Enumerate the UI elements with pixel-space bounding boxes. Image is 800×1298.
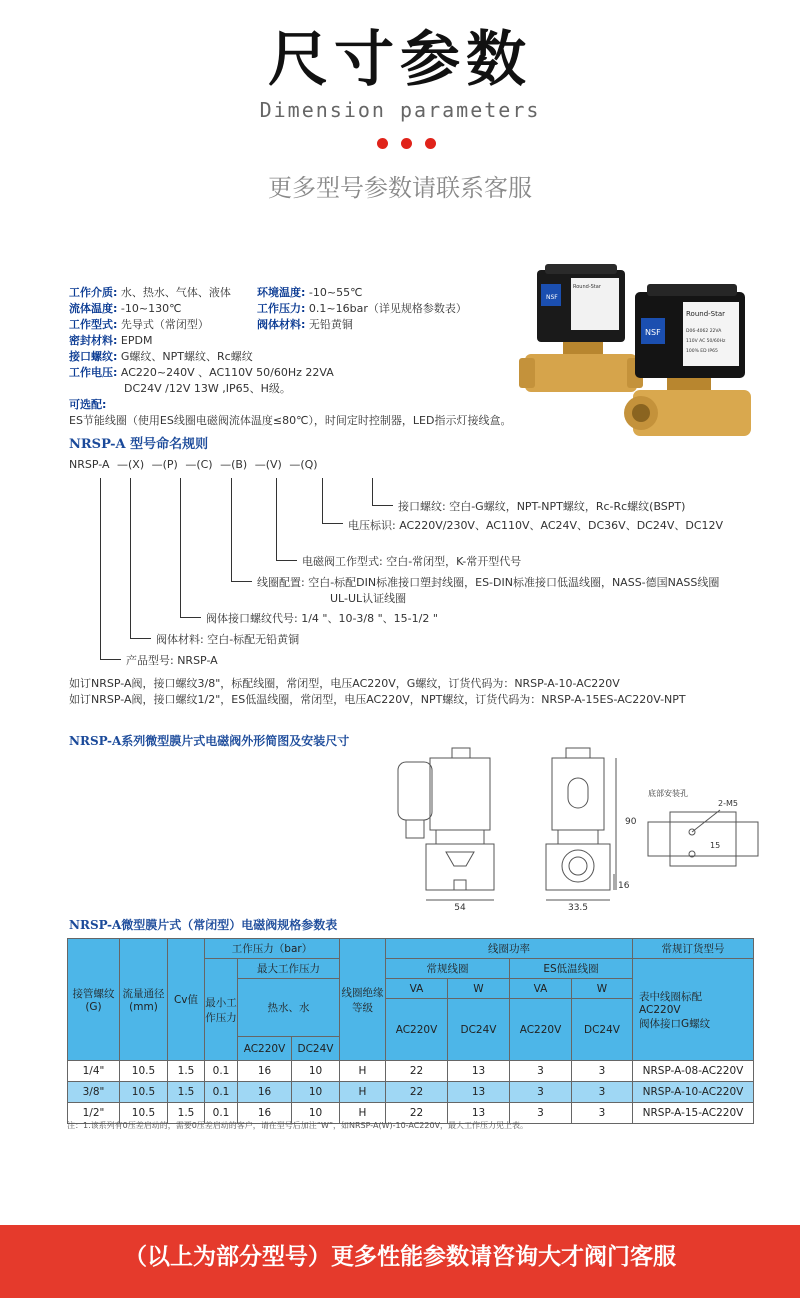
header-normal-coil: 常规线圈: [386, 959, 510, 979]
naming-item: 接口螺纹: 空白-G螺纹，NPT-NPT螺纹，Rc-Rc螺纹(BSPT): [398, 500, 686, 513]
page-title: 尺寸参数: [268, 25, 532, 95]
contact-subtitle: 更多型号参数请联系客服: [268, 174, 532, 202]
header-power-dc: DC24V: [448, 999, 510, 1061]
header-va: VA: [510, 979, 572, 999]
spec-right: [257, 285, 467, 333]
header-cv: Cv值: [168, 939, 205, 1061]
spec-row: 工作介质: 水、热水、气体、液体: [69, 286, 231, 299]
header-ac: AC220V: [238, 1037, 292, 1061]
bottom-view: [648, 810, 758, 866]
naming-connector: [231, 478, 252, 582]
spec-row: DC24V /12V 13W ,IP65、H级。: [124, 382, 291, 395]
big-label-spec: 110V AC 50/60Hz: [686, 339, 726, 344]
header-media: 热水、水: [238, 979, 340, 1037]
product-photo: [515, 262, 775, 442]
naming-connector: [372, 478, 393, 506]
header-power-ac: AC220V: [386, 999, 448, 1061]
small-label-brand: NSF: [546, 294, 558, 301]
naming-title: NRSP-A 型号命名规则: [69, 437, 209, 452]
header-power-ac: AC220V: [510, 999, 572, 1061]
naming-item: 阀体接口螺纹代号: 1/4 "、10-3/8 "、15-1/2 ": [206, 612, 438, 625]
table-title: NRSP-A微型膜片式（常闭型）电磁阀规格参数表: [69, 918, 338, 932]
header-min-pressure: 最小工作压力: [205, 959, 238, 1061]
dim-hole-thread: 2-M5: [718, 799, 738, 808]
naming-item: 产品型号: NRSP-A: [126, 654, 218, 667]
header-order: 常规订货型号: [633, 939, 754, 959]
spec-row: 工作型式: 先导式（常闭型）: [69, 318, 209, 331]
front-view: [546, 748, 616, 900]
big-valve-illustration: [624, 284, 751, 436]
dimension-drawing: [380, 740, 780, 915]
side-view: [398, 748, 494, 900]
table-note: 注：1.该系列有0压差启动的，需要0压差启动的客户，请在型号后加注“W”，如NRSP-A(W)-10-AC220V，最大工作压力见上表。: [67, 1121, 529, 1130]
optional-label: 可选配:: [69, 398, 107, 411]
dim-width-side: 54: [454, 903, 466, 913]
spec-table: [67, 938, 754, 1124]
header-va: VA: [386, 979, 448, 999]
drawing-title: NRSP-A系列微型膜片式电磁阀外形简图及安装尺寸: [69, 734, 350, 748]
page-subtitle-en: Dimension parameters: [259, 98, 541, 122]
header-pressure: 工作压力（bar）: [205, 939, 340, 959]
header-w: W: [448, 979, 510, 999]
spec-row: 密封材料: EPDM: [69, 334, 153, 347]
dim-width-front: 33.5: [567, 903, 589, 913]
footer-text: （以上为部分型号）更多性能参数请咨询大才阀门客服: [124, 1244, 676, 1270]
header-order-note: 表中线圈标配 AC220V 阀体接口G螺纹: [633, 959, 754, 1061]
red-dot-icon: [425, 138, 436, 149]
header-max-pressure: 最大工作压力: [238, 959, 340, 979]
naming-item: 电压标识: AC220V/230V、AC110V、AC24V、DC36V、DC24V、DC12V: [348, 519, 724, 532]
header-w: W: [572, 979, 633, 999]
naming-connector: [180, 478, 201, 618]
naming-item: 阀体材料: 空白-标配无铅黄铜: [156, 633, 300, 646]
table-row: 1/4" 10.5 1.5 0.1 16 10 H 22 13 3 3 NRSP-A-08-AC220V: [68, 1061, 754, 1082]
header-power: 线圈功率: [386, 939, 633, 959]
red-dot-icon: [401, 138, 412, 149]
header-dc: DC24V: [292, 1037, 340, 1061]
decorative-dots: [377, 138, 436, 149]
table-row: 3/8" 10.5 1.5 0.1 16 10 H 22 13 3 3 NRSP-A-10-AC220V: [68, 1082, 754, 1103]
dim-hole-spacing: 15: [710, 841, 721, 850]
naming-connector: [276, 478, 297, 561]
dim-height: 90: [625, 817, 637, 827]
table-row: 1/2" 10.5 1.5 0.1 16 10 H 22 13 3 3 NRSP-A-15-AC220V: [68, 1103, 754, 1124]
spec-row: 环境温度: -10~55℃: [257, 286, 363, 299]
red-dot-icon: [377, 138, 388, 149]
spec-row: 接口螺纹: G螺纹、NPT螺纹、Rc螺纹: [69, 350, 253, 363]
big-label-brand: NSF: [645, 328, 661, 337]
header-insulation: 线圈绝缘等级: [340, 939, 386, 1061]
naming-item: 线圈配置: 空白-标配DIN标准接口塑封线圈，ES-DIN标准接口低温线圈，NASS-德国NASS线圈: [257, 576, 720, 589]
big-label-name: Round-Star: [686, 310, 726, 318]
header-power-dc: DC24V: [572, 999, 633, 1061]
header-flow: 流量通径(mm): [120, 939, 168, 1061]
naming-item: 电磁阀工作型式: 空白-常闭型，K-常开型代号: [302, 555, 522, 568]
naming-connector: [130, 478, 151, 639]
spec-row: 工作压力: 0.1~16bar（详见规格参数表）: [257, 302, 467, 315]
naming-example: 如订NRSP-A阀，接口螺纹3/8"，标配线圈，常闭型，电压AC220V，G螺纹，订货代码为：NRSP-A-10-AC220V: [69, 677, 620, 690]
naming-example: 如订NRSP-A阀，接口螺纹1/2"，ES低温线圈，常闭型，电压AC220V，NPT螺纹，订货代码为：NRSP-A-15ES-AC220V-NPT: [69, 693, 686, 706]
naming-connector: [322, 478, 343, 524]
big-label-spec: 100% ED IP65: [686, 349, 718, 354]
spec-row: 流体温度: -10~130℃: [69, 302, 182, 315]
big-label-spec: D06-4062 22VA: [686, 329, 722, 334]
optional-text: ES节能线圈（使用ES线圈电磁阀流体温度≤80℃），时间定时控制器，LED指示灯接线盒。: [69, 414, 512, 427]
header-es-coil: ES低温线圈: [510, 959, 633, 979]
spec-row: 阀体材料: 无铅黄铜: [257, 318, 353, 331]
spec-row: 工作电压: AC220~240V 、AC110V 50/60Hz 22VA: [69, 366, 334, 379]
dim-base: 16: [618, 881, 630, 891]
small-label-name: Round-Star: [573, 284, 601, 290]
header-thread: 接管螺纹(G): [68, 939, 120, 1061]
naming-code-line: NRSP-A —(X) —(P) —(C) —(B) —(V) —(Q): [69, 458, 318, 471]
bottom-hole-label: 底部安装孔: [648, 789, 688, 798]
naming-item: UL-UL认证线圈: [330, 592, 407, 605]
naming-connector: [100, 478, 121, 660]
